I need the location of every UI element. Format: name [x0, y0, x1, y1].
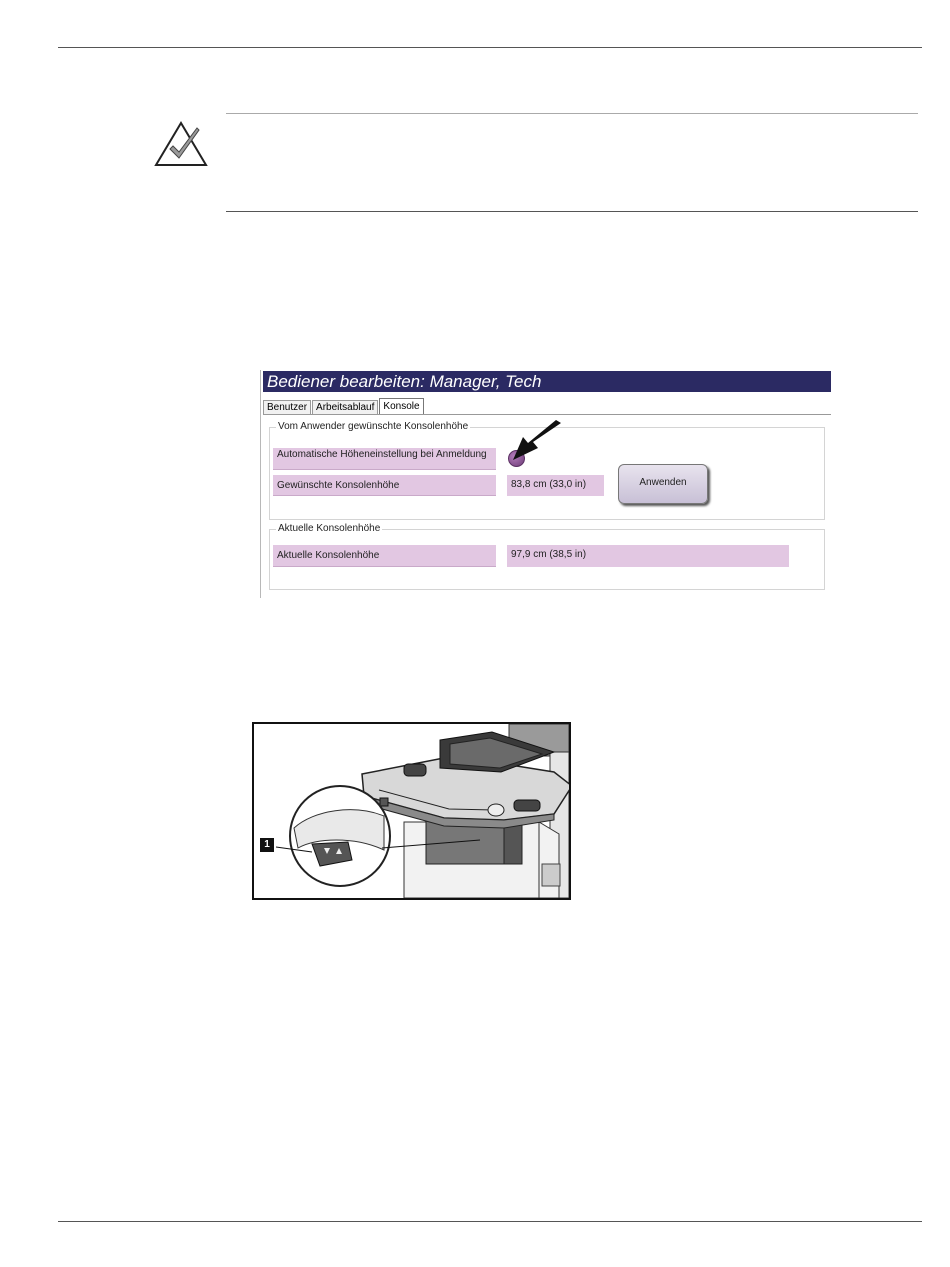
note-rule-bottom: [226, 211, 918, 212]
footer-rule: [58, 1221, 922, 1222]
tab-arbeitsablauf[interactable]: Arbeitsablauf: [312, 400, 378, 414]
desired-height-label: Gewünschte Konsolenhöhe: [273, 475, 496, 496]
tab-konsole[interactable]: Konsole: [379, 398, 423, 414]
tab-divider: [263, 414, 831, 415]
desired-height-value[interactable]: 83,8 cm (33,0 in): [507, 475, 604, 496]
console-illustration: [252, 722, 571, 900]
current-height-label: Aktuelle Konsolenhöhe: [273, 545, 496, 567]
tab-benutzer[interactable]: Benutzer: [263, 400, 311, 414]
current-height-value: 97,9 cm (38,5 in): [507, 545, 789, 567]
header-rule: [58, 47, 922, 48]
auto-height-label: Automatische Höheneinstellung bei Anmeldung: [273, 448, 496, 470]
pointer-arrow-icon: [509, 420, 564, 462]
note-rule-top: [226, 113, 918, 114]
note-check-icon: [153, 120, 209, 168]
tab-bar: [263, 398, 425, 414]
current-height-legend: Aktuelle Konsolenhöhe: [278, 523, 381, 534]
desired-height-legend: Vom Anwender gewünschte Konsolenhöhe: [278, 421, 469, 432]
console-drawing: [254, 724, 569, 898]
dialog-title: Bediener bearbeiten: Manager, Tech: [263, 371, 831, 392]
current-height-group: [269, 523, 825, 590]
callout-badge: 1: [260, 838, 274, 852]
console-settings-panel: [260, 370, 833, 598]
apply-button[interactable]: Anwenden: [618, 464, 708, 504]
